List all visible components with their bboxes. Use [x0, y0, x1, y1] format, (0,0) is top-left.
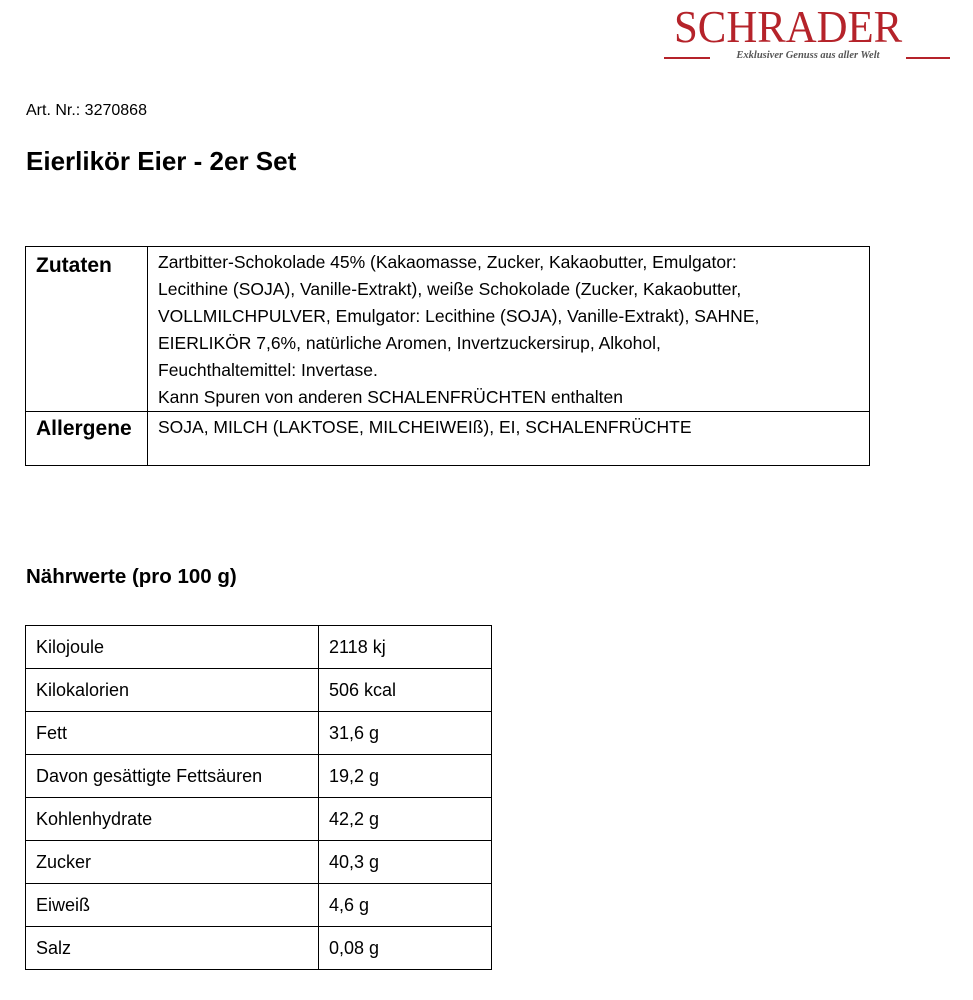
- nutrient-value: 506 kcal: [319, 669, 492, 712]
- nutrition-row: [26, 884, 492, 927]
- nutrient-name: Kilokalorien: [26, 669, 319, 712]
- nutrient-value: 42,2 g: [319, 798, 492, 841]
- nutrient-value: 2118 kj: [319, 626, 492, 669]
- nutrient-value: 19,2 g: [319, 755, 492, 798]
- ingredients-table: [25, 246, 870, 466]
- ingredients-line: Lecithine (SOJA), Vanille-Extrakt), weiße Schokolade (Zucker, Kakaobutter,: [158, 279, 742, 299]
- nutrition-row: [26, 755, 492, 798]
- nutrient-name: Zucker: [26, 841, 319, 884]
- ingredients-label: Zutaten: [36, 254, 112, 277]
- allergens-row: [26, 412, 870, 466]
- nutrition-row: [26, 841, 492, 884]
- nutrition-row: [26, 669, 492, 712]
- allergens-label: Allergene: [36, 417, 132, 440]
- ingredients-label-cell: [26, 247, 148, 412]
- article-number: Art. Nr.: 3270868: [26, 102, 147, 119]
- allergens-label-cell: [26, 412, 148, 466]
- ingredients-text-cell: [148, 247, 870, 412]
- nutrient-value: 0,08 g: [319, 927, 492, 970]
- brand-tagline: Exklusiver Genuss aus aller Welt: [736, 50, 880, 61]
- ingredients-row: [26, 247, 870, 412]
- brand-logo: [664, 0, 950, 70]
- nutrient-value: 31,6 g: [319, 712, 492, 755]
- allergens-text: SOJA, MILCH (LAKTOSE, MILCHEIWEIß), EI, SCHALENFRÜCHTE: [158, 417, 692, 437]
- ingredients-line: Feuchthaltemittel: Invertase.: [158, 360, 378, 380]
- ingredients-text: [148, 247, 869, 411]
- nutrition-row: [26, 798, 492, 841]
- nutrient-name: Fett: [26, 712, 319, 755]
- nutrient-name: Davon gesättigte Fettsäuren: [26, 755, 319, 798]
- nutrient-value: 4,6 g: [319, 884, 492, 927]
- ingredients-line: Zartbitter-Schokolade 45% (Kakaomasse, Zucker, Kakaobutter, Emulgator:: [158, 252, 737, 272]
- nutrient-name: Kohlenhydrate: [26, 798, 319, 841]
- nutrient-name: Kilojoule: [26, 626, 319, 669]
- nutrient-value: 40,3 g: [319, 841, 492, 884]
- nutrition-table: [25, 625, 492, 970]
- product-title: Eierlikör Eier - 2er Set: [26, 146, 297, 176]
- nutrition-row: [26, 626, 492, 669]
- logo-rule-left: [664, 57, 710, 59]
- logo-rule-right: [906, 57, 950, 59]
- ingredients-line: EIERLIKÖR 7,6%, natürliche Aromen, Invertzuckersirup, Alkohol,: [158, 333, 661, 353]
- ingredients-line: Kann Spuren von anderen SCHALENFRÜCHTEN enthalten: [158, 387, 623, 407]
- nutrition-row: [26, 927, 492, 970]
- nutrition-row: [26, 712, 492, 755]
- nutrient-name: Salz: [26, 927, 319, 970]
- brand-name: SCHRADER: [674, 1, 903, 52]
- nutrition-heading: Nährwerte (pro 100 g): [26, 565, 237, 588]
- ingredients-line: VOLLMILCHPULVER, Emulgator: Lecithine (SOJA), Vanille-Extrakt), SAHNE,: [158, 306, 760, 326]
- nutrient-name: Eiweiß: [26, 884, 319, 927]
- allergens-text-cell: [148, 412, 870, 466]
